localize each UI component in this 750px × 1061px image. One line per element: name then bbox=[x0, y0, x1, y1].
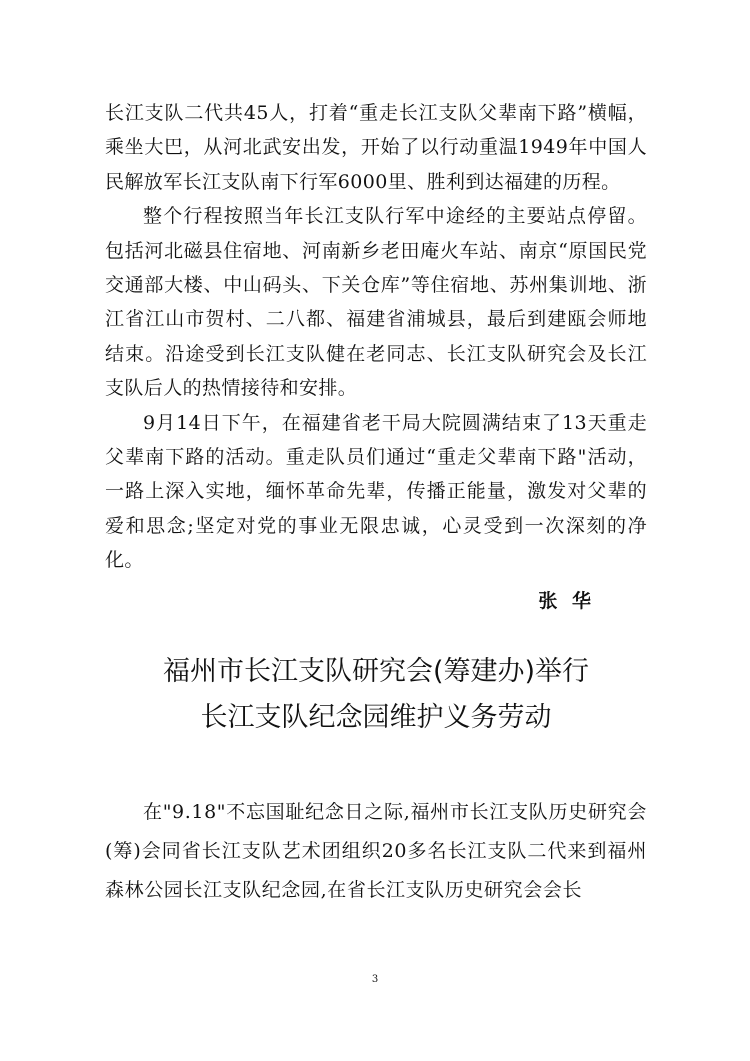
article2-title bbox=[105, 649, 647, 741]
article1-paragraph-1: 长江支队二代共45人，打着“重走长江支队父辈南下路”横幅，乘坐大巴，从河北武安出发，开始了以行动重温1949年中国人民解放军长江支队南下行军6000里、胜利到达福建的历程。 bbox=[105, 102, 647, 193]
article2-title-line-1: 福州市长江支队研究会(筹建办)举行 bbox=[162, 655, 590, 687]
page-number: 3 bbox=[371, 974, 379, 985]
article2-paragraph-1: 在"9.18"不忘国耻纪念日之际,福州市长江支队历史研究会(筹)会同省长江支队艺术团组织20多名长江支队二代来到福州森林公园长江支队纪念园,在省长江支队历史研究会会长 bbox=[105, 800, 647, 901]
article2-title-line-2: 长江支队纪念园维护义务劳动 bbox=[200, 701, 552, 733]
author-signature: 张 华 bbox=[538, 589, 595, 612]
document-body bbox=[105, 96, 647, 910]
article1-paragraph-3: 9月14日下午，在福建省老干局大院圆满结束了13天重走父辈南下路的活动。重走队员们通过“重走父辈南下路"活动，一路上深入实地，缅怀革命先辈，传播正能量，激发对父辈的爱和思念;坚定对党的事业无限忠诚，心灵受到一次深刻的净化。 bbox=[105, 411, 647, 572]
article1-paragraph-2: 整个行程按照当年长江支队行军中途经的主要站点停留。包括河北磁县住宿地、河南新乡老田庵火车站、南京“原国民党交通部大楼、中山码头、下关仓库”等住宿地、苏州集训地、浙江省江山市贺村、二八都、福建省浦城县，最后到建瓯会师地结束。沿途受到长江支队健在老同志、长江支队研究会及长江支队后人的热情接待和安排。 bbox=[105, 205, 647, 400]
